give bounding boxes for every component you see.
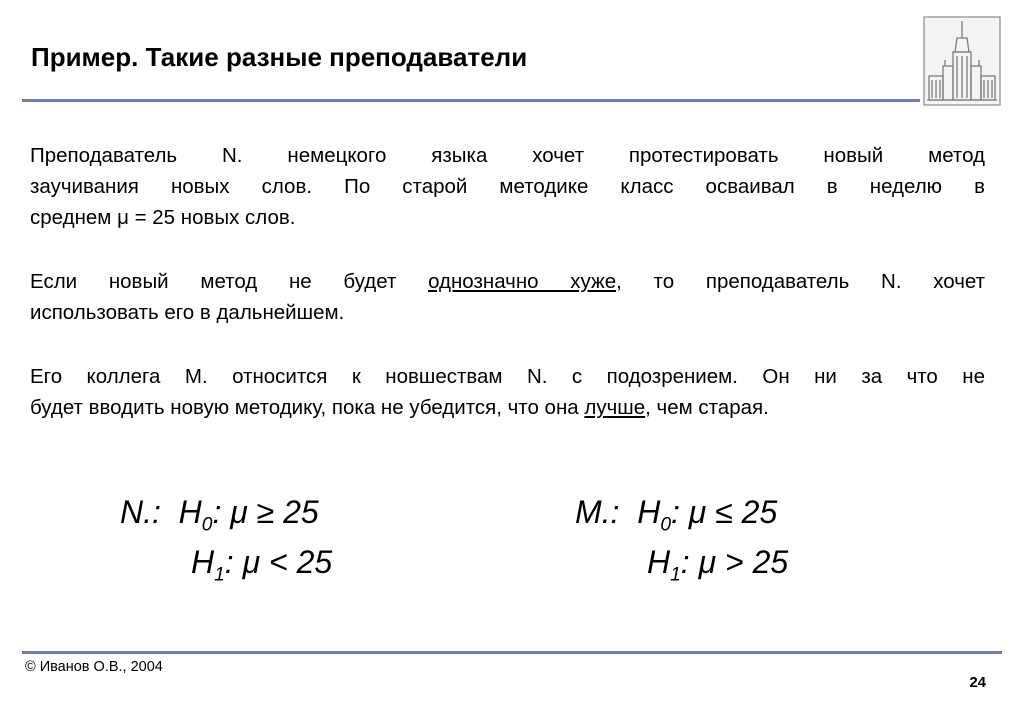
paragraph-2-text-before: Если новый метод не будет: [30, 270, 429, 293]
hypothesis-m-h0: [575, 494, 777, 536]
hypothesis-m-label: M.:: [575, 494, 620, 530]
hypothesis-n-label: N.:: [120, 494, 161, 530]
paragraph-2-line-2: использовать его в дальнейшем.: [30, 301, 345, 324]
hypothesis-n-h0: [120, 494, 319, 536]
hypothesis-n-h1-sub: 1: [214, 564, 225, 586]
hypothesis-m-h0-sub: 0: [660, 514, 671, 536]
hypothesis-m-h1-rest: : μ > 25: [680, 544, 789, 580]
paragraph-1: [30, 140, 985, 233]
hypothesis-m-h1-sub: 1: [670, 564, 681, 586]
hypothesis-n-h0-rest: : μ ≥ 25: [212, 494, 319, 530]
hypothesis-m-h0-rest: : μ ≤ 25: [671, 494, 778, 530]
hypothesis-m-h0-letter: H: [637, 494, 661, 530]
hypothesis-m-h1: [647, 544, 788, 586]
underlined-word-better: лучше: [584, 396, 646, 419]
hypothesis-n-h1: [191, 544, 332, 586]
paragraph-1-line-3: среднем μ = 25 новых слов.: [30, 206, 296, 229]
hypothesis-n-h0-letter: H: [178, 494, 202, 530]
paragraph-3-text-before: будет вводить новую методику, пока не убедится, что она: [30, 396, 585, 419]
paragraph-2-line-1: [30, 266, 985, 297]
hypothesis-m-h1-letter: H: [647, 544, 671, 580]
paragraph-3-line-1: Его коллега M. относится к новшествам N. с подозрением. Он ни за что не: [30, 365, 985, 388]
footer-divider: [22, 651, 1002, 654]
underlined-phrase-worse: однозначно хуже: [428, 270, 617, 293]
paragraph-2-text-after: , то преподаватель N. хочет: [616, 270, 986, 293]
paragraph-2: [30, 266, 985, 328]
paragraph-3-text-after: , чем старая.: [645, 396, 769, 419]
hypothesis-n-h1-letter: H: [191, 544, 215, 580]
paragraph-1-line-1: Преподаватель N. немецкого языка хочет протестировать новый метод: [30, 144, 985, 167]
copyright-footer: © Иванов О.В., 2004: [25, 659, 163, 675]
paragraph-3: [30, 361, 985, 423]
slide-title: Пример. Такие разные преподаватели: [31, 42, 528, 72]
hypothesis-n-h0-sub: 0: [201, 514, 213, 536]
page-number: 24: [969, 674, 986, 691]
paragraph-3-line-2: [30, 392, 985, 423]
university-building-logo-icon: [923, 16, 1001, 106]
paragraph-1-line-2: заучивания новых слов. По старой методике класс осваивал в неделю в: [30, 175, 985, 198]
hypothesis-n-h1-rest: : μ < 25: [224, 544, 333, 580]
title-divider: [22, 99, 920, 102]
